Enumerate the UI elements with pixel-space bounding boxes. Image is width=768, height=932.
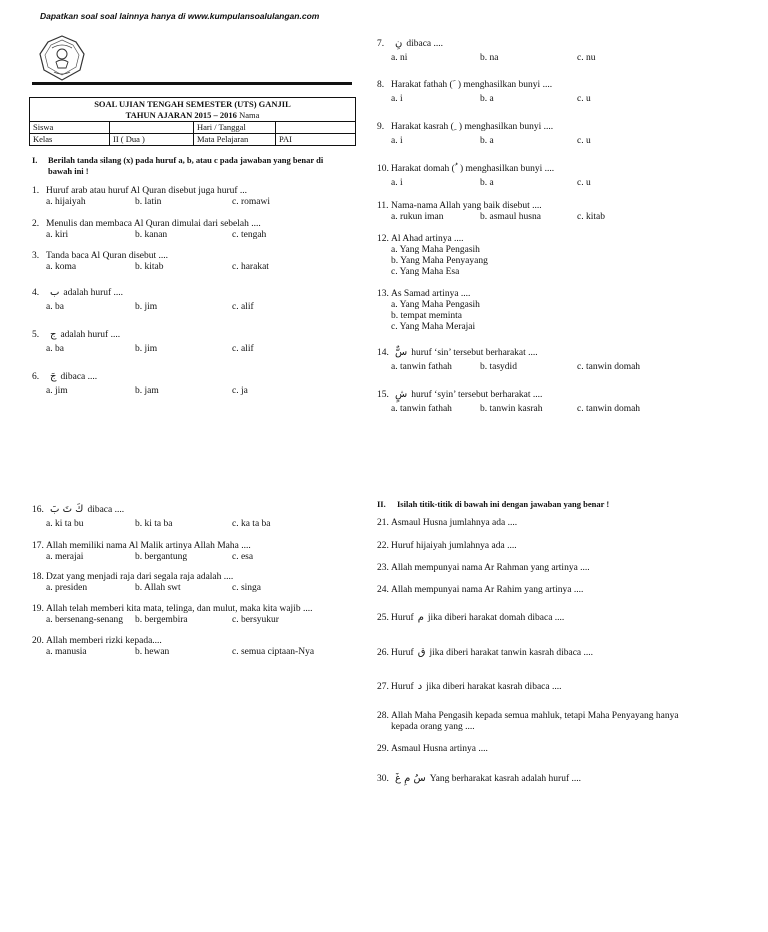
section-1-text-line2: bawah ini ! — [48, 166, 89, 176]
answer-option-a[interactable]: a. ki ta bu — [46, 519, 84, 529]
question-text: As Samad artinya .... — [391, 289, 471, 299]
question-number: 9. — [377, 122, 385, 132]
source-banner: Dapatkan soal soal lainnya hanya di www.kumpulansoalulangan.com — [40, 11, 320, 21]
question-number: 23. — [377, 563, 389, 573]
question-stem — [377, 744, 488, 755]
arabic-letter: سُ مِ غَ — [395, 773, 426, 784]
question-27 — [377, 681, 561, 693]
question-text: Allah Maha Pengasih kepada semua mahluk, tetapi Maha Penyayang hanya — [391, 711, 679, 721]
answer-option-c[interactable]: c. kitab — [577, 212, 605, 222]
question-number: 6. — [32, 372, 40, 382]
question-9 — [377, 122, 591, 147]
hari-tanggal-label: Hari / Tanggal — [194, 122, 276, 134]
question-11 — [377, 201, 605, 223]
question-number: 4. — [32, 288, 40, 298]
question-text-line2: kepada orang yang .... — [391, 722, 475, 732]
question-text: Menulis dan membaca Al Quran dimulai dari sebelah .... — [46, 219, 261, 229]
answer-option-a[interactable]: a. presiden — [46, 583, 88, 593]
question-number: 27. — [377, 682, 389, 692]
answer-options — [46, 583, 262, 594]
question-23 — [377, 563, 590, 574]
question-text: Huruf — [391, 682, 414, 692]
question-stem — [32, 541, 251, 552]
answer-option-b[interactable]: b. na — [480, 53, 499, 63]
question-number: 15. — [377, 390, 389, 400]
question-text: Huruf arab atau huruf Al Quran disebut juga huruf ... — [46, 186, 248, 196]
answer-option-b[interactable]: b. kanan — [135, 230, 168, 240]
answer-options — [46, 197, 270, 208]
answer-option-c[interactable]: c. u — [577, 178, 591, 188]
question-text: Asmaul Husna jumlahnya ada .... — [391, 518, 518, 528]
question-text: Harakat kasrah ( ِ ) menghasilkan bunyi .... — [391, 122, 554, 132]
academic-year: TAHUN AJARAN 2015 – 2016 — [125, 109, 237, 120]
answer-options — [46, 302, 254, 313]
question-14 — [377, 347, 641, 373]
arabic-letter: ق — [417, 647, 426, 658]
question-stem — [32, 572, 233, 583]
answer-option-b[interactable]: b. tanwin kasrah — [480, 404, 543, 414]
question-text: Nama-nama Allah yang baik disebut .... — [391, 201, 542, 211]
question-stem — [377, 518, 517, 529]
question-stem — [32, 186, 247, 197]
answer-option-a[interactable]: a. merajai — [46, 552, 84, 562]
answer-option-b[interactable]: b. jim — [135, 302, 158, 312]
arabic-letter: د — [417, 681, 423, 692]
question-text-after: Yang berharakat kasrah adalah huruf .... — [429, 774, 581, 784]
question-28 — [377, 711, 679, 733]
answer-option-a[interactable]: a. manusia — [46, 647, 87, 657]
section-2-instruction — [377, 499, 609, 509]
question-stem — [377, 347, 538, 359]
question-text: Huruf hijaiyah jumlahnya ada .... — [391, 541, 517, 551]
answer-options — [391, 53, 596, 64]
question-text: Allah memberi rizki kepada.... — [46, 636, 162, 646]
question-number: 11. — [377, 201, 389, 211]
question-number: 10. — [377, 164, 389, 174]
question-stem — [377, 122, 553, 133]
answer-option-c[interactable]: c. tanwin domah — [577, 362, 641, 372]
question-text-after: adalah huruf .... — [60, 330, 121, 340]
kelas-label: Kelas — [30, 134, 110, 146]
mata-pelajaran-value: PAI — [276, 134, 356, 146]
question-number: 28. — [377, 711, 389, 721]
answer-option-c[interactable]: c. esa — [232, 552, 254, 562]
question-24 — [377, 585, 583, 596]
question-text: Allah mempunyai nama Ar Rahman yang artinya .... — [391, 563, 590, 573]
question-15 — [377, 389, 641, 415]
answer-options — [46, 615, 312, 626]
answer-options — [46, 519, 271, 530]
answer-option-a[interactable]: a. rukun iman — [391, 212, 444, 222]
arabic-letter: شٍ — [395, 389, 408, 400]
answer-option-c[interactable]: c. bersyukur — [232, 615, 279, 625]
question-number: 22. — [377, 541, 389, 551]
hari-tanggal-value-field[interactable] — [276, 122, 356, 134]
answer-options — [391, 136, 591, 147]
question-text: Dzat yang menjadi raja dari segala raja adalah .... — [46, 572, 234, 582]
question-stem — [377, 612, 564, 624]
answer-options — [391, 300, 480, 333]
answer-options — [46, 552, 254, 563]
answer-option-a[interactable]: a. tanwin fathah — [391, 362, 452, 372]
question-number: 24. — [377, 585, 389, 595]
question-text-after: jika diberi harakat tanwin kasrah dibaca .... — [429, 648, 594, 658]
question-stem — [377, 647, 593, 659]
question-number: 12. — [377, 234, 389, 244]
question-text-after: adalah huruf .... — [63, 288, 124, 298]
question-7 — [377, 38, 596, 64]
question-stem — [377, 80, 552, 91]
question-21 — [377, 518, 517, 529]
answer-options — [46, 344, 254, 355]
question-stem — [377, 585, 583, 596]
answer-option-a[interactable]: a. kiri — [46, 230, 69, 240]
arabic-letter: جَ — [50, 371, 57, 382]
question-19 — [32, 604, 312, 626]
question-number: 1. — [32, 186, 40, 196]
answer-option-b[interactable]: b. hewan — [135, 647, 170, 657]
answer-option-b[interactable]: b. bergembira — [135, 615, 188, 625]
section-1-number: I. — [32, 155, 38, 165]
mata-pelajaran-label: Mata Pelajaran — [194, 134, 276, 146]
question-text: Harakat fathah ( َ ) menghasilkan bunyi .... — [391, 80, 553, 90]
question-number: 19. — [32, 604, 44, 614]
question-stem — [377, 38, 443, 50]
answer-option-a[interactable]: a. ni — [391, 53, 408, 63]
answer-option-a[interactable]: a. tanwin fathah — [391, 404, 452, 414]
question-13 — [377, 289, 480, 333]
question-stem — [32, 219, 261, 230]
question-2 — [32, 219, 267, 241]
question-number: 3. — [32, 251, 40, 261]
question-number: 7. — [377, 39, 385, 49]
question-stem — [377, 711, 679, 722]
question-16 — [32, 504, 271, 530]
answer-option-b[interactable]: b. jam — [135, 386, 159, 396]
answer-options — [391, 245, 488, 278]
question-stem — [32, 329, 120, 341]
answer-option-a[interactable]: a. koma — [46, 262, 77, 272]
question-stem — [32, 636, 162, 647]
question-number: 13. — [377, 289, 389, 299]
question-10 — [377, 164, 591, 189]
answer-option-b[interactable]: b. Yang Maha Penyayang — [391, 256, 488, 266]
question-number: 8. — [377, 80, 385, 90]
answer-option-b[interactable]: b. tasydid — [480, 362, 517, 372]
question-text-after: dibaca .... — [60, 372, 98, 382]
answer-options — [391, 178, 591, 189]
answer-options — [391, 362, 641, 373]
answer-option-c[interactable]: c. u — [577, 136, 591, 146]
question-25 — [377, 612, 564, 624]
answer-option-c[interactable]: c. ja — [232, 386, 248, 396]
answer-option-b[interactable]: b. asmaul husna — [480, 212, 541, 222]
header-rule — [32, 82, 352, 85]
answer-option-a[interactable]: a. i — [391, 178, 403, 188]
answer-options — [391, 94, 591, 105]
answer-option-c[interactable]: c. u — [577, 94, 591, 104]
question-stem — [32, 287, 123, 299]
answer-option-b[interactable]: b. ki ta ba — [135, 519, 173, 529]
answer-options — [391, 212, 605, 223]
question-text: Asmaul Husna artinya .... — [391, 744, 488, 754]
question-18 — [32, 572, 262, 594]
question-stem — [32, 371, 97, 383]
question-stem — [377, 773, 581, 785]
question-stem — [32, 251, 168, 262]
question-8 — [377, 80, 591, 105]
answer-option-a[interactable]: a. i — [391, 136, 403, 146]
question-text: Allah mempunyai nama Ar Rahim yang artinya .... — [391, 585, 584, 595]
answer-option-c[interactable]: c. harakat — [232, 262, 269, 272]
exam-title-cell — [30, 98, 356, 122]
answer-option-b[interactable]: b. Allah swt — [135, 583, 181, 593]
nama-label: Nama — [239, 109, 260, 120]
question-number: 17. — [32, 541, 44, 551]
question-text-after: dibaca .... — [406, 39, 444, 49]
question-text: Huruf — [391, 613, 414, 623]
question-3 — [32, 251, 269, 273]
arabic-letter: م — [417, 612, 424, 623]
exam-title: SOAL UJIAN TENGAH SEMESTER (UTS) GANJIL — [94, 98, 291, 109]
question-29 — [377, 744, 488, 755]
arabic-letter: سٌّ — [395, 347, 408, 358]
answer-option-a[interactable]: a. ba — [46, 344, 64, 354]
answer-option-c[interactable]: c. nu — [577, 53, 596, 63]
question-stem — [377, 389, 542, 401]
question-number: 18. — [32, 572, 44, 582]
answer-option-a[interactable]: a. i — [391, 94, 403, 104]
student-info-table — [29, 97, 356, 146]
section-1-instruction — [32, 155, 352, 177]
question-stem — [377, 681, 561, 693]
question-stem — [377, 289, 480, 300]
answer-options — [46, 647, 315, 658]
answer-option-c[interactable]: c. ka ta ba — [232, 519, 271, 529]
answer-option-b[interactable]: b. bergantung — [135, 552, 188, 562]
question-stem — [377, 164, 554, 175]
question-30 — [377, 773, 581, 785]
kelas-value: II ( Dua ) — [110, 134, 194, 146]
question-stem — [32, 504, 124, 516]
question-stem — [32, 604, 312, 615]
question-text: Allah telah memberi kita mata, telinga, dan mulut, maka kita wajib .... — [46, 604, 313, 614]
question-text-after: dibaca .... — [87, 505, 125, 515]
question-text: Huruf — [391, 648, 414, 658]
question-number: 26. — [377, 648, 389, 658]
answer-options — [391, 404, 641, 415]
question-text: Allah memiliki nama Al Malik artinya Allah Maha .... — [46, 541, 251, 551]
question-text-after: jika diberi harakat kasrah dibaca .... — [426, 682, 562, 692]
answer-option-c[interactable]: c. alif — [232, 344, 254, 354]
question-6 — [32, 371, 248, 397]
question-5 — [32, 329, 254, 355]
question-text: Harakat domah ( ُ ) menghasilkan bunyi .... — [391, 164, 555, 174]
question-text: Tanda baca Al Quran disebut .... — [46, 251, 169, 261]
question-1 — [32, 186, 270, 208]
question-number: 14. — [377, 348, 389, 358]
question-text-after: huruf ‘sin’ tersebut berharakat .... — [411, 348, 538, 358]
answer-option-c[interactable]: c. tanwin domah — [577, 404, 641, 414]
answer-option-b[interactable]: b. a — [480, 178, 494, 188]
answer-option-c[interactable]: c. alif — [232, 302, 254, 312]
answer-options — [46, 262, 269, 273]
answer-option-b[interactable]: b. a — [480, 136, 494, 146]
question-text: Al Ahad artinya .... — [391, 234, 464, 244]
siswa-value-field[interactable] — [110, 122, 194, 134]
answer-option-c[interactable]: c. semua ciptaan-Nya — [232, 647, 315, 657]
tut-wuri-handayani-logo — [36, 34, 88, 82]
siswa-label: Siswa — [30, 122, 110, 134]
answer-option-b[interactable]: b. jim — [135, 344, 158, 354]
section-1-text-line1: Berilah tanda silang (x) pada huruf a, b, atau c pada jawaban yang benar di — [48, 155, 324, 165]
question-stem — [377, 541, 517, 552]
question-number: 21. — [377, 518, 389, 528]
answer-option-c[interactable]: c. romawi — [232, 197, 270, 207]
question-number: 25. — [377, 613, 389, 623]
question-number: 2. — [32, 219, 40, 229]
answer-option-b[interactable]: b. kitab — [135, 262, 164, 272]
answer-option-b[interactable]: b. a — [480, 94, 494, 104]
answer-option-c[interactable]: c. tengah — [232, 230, 267, 240]
answer-option-a[interactable]: a. Yang Maha Pengasih — [391, 245, 480, 255]
answer-option-a[interactable]: a. bersenang-senang — [46, 615, 124, 625]
answer-option-b[interactable]: b. latin — [135, 197, 162, 207]
arabic-letter: نِ — [395, 38, 403, 49]
question-26 — [377, 647, 593, 659]
question-number: 30. — [377, 774, 389, 784]
question-text-after: jika diberi harakat domah dibaca .... — [427, 613, 565, 623]
answer-option-a[interactable]: a. ba — [46, 302, 64, 312]
question-stem — [377, 234, 488, 245]
question-stem — [377, 563, 590, 574]
section-2-text: Isilah titik-titik di bawah ini dengan jawaban yang benar ! — [397, 499, 610, 509]
question-4 — [32, 287, 254, 313]
question-number: 20. — [32, 636, 44, 646]
question-number: 5. — [32, 330, 40, 340]
answer-option-b[interactable]: b. tempat meminta — [391, 311, 462, 321]
answer-option-c[interactable]: c. Yang Maha Merajai — [391, 322, 476, 332]
question-12 — [377, 234, 488, 278]
answer-options — [46, 230, 267, 241]
question-stem — [377, 201, 542, 212]
answer-options — [46, 386, 248, 397]
question-text-after: huruf ‘syin’ tersebut berharakat .... — [411, 390, 543, 400]
arabic-letter: ج — [50, 329, 57, 340]
answer-option-a[interactable]: a. hijaiyah — [46, 197, 86, 207]
arabic-letter: ب — [50, 287, 60, 298]
question-20 — [32, 636, 315, 658]
arabic-letter: كَ تَ بَ — [50, 504, 84, 515]
section-2-number: II. — [377, 499, 386, 509]
question-17 — [32, 541, 254, 563]
answer-option-a[interactable]: a. Yang Maha Pengasih — [391, 300, 480, 310]
question-number: 29. — [377, 744, 389, 754]
answer-option-c[interactable]: c. singa — [232, 583, 262, 593]
answer-option-a[interactable]: a. jim — [46, 386, 68, 396]
question-number: 16. — [32, 505, 44, 515]
question-22 — [377, 541, 517, 552]
answer-option-c[interactable]: c. Yang Maha Esa — [391, 267, 460, 277]
